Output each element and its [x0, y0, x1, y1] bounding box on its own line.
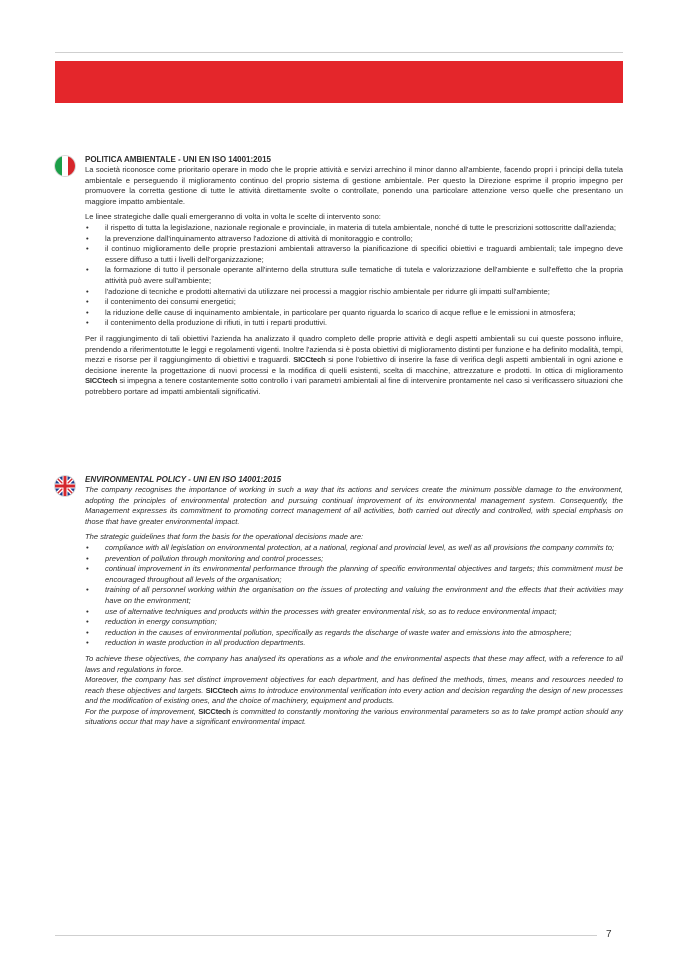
uk-flag-icon [55, 476, 75, 496]
intro-paragraph-en: The company recognises the importance of working in such a way that its actions and services create the minimum possible damage to the environment, adopting the principles of environmental protection and pursuing continual improvement of its environmental management system. Consequently, the Management expresses its commitment to promoting correct management of all activities, both carried out directly and controlled, with special emphasis on those that have greater environmental impact. [85, 485, 623, 526]
closing-paragraph-3-en: For the purpose of improvement, SICCtech is committed to constantly monitoring the various environmental parameters so as to take prompt action should any situations occur that may have a significant environmental impact. [85, 706, 623, 727]
closing-paragraph-it: Per il raggiungimento di tali obiettivi l'azienda ha analizzato il quadro completo delle proprie attività e degli aspetti ambientali su cui queste possono influire, prendendo a riferimentotutte le leggi e regolamenti vigenti. Inoltre l'azienda si è posta obiettivi di miglioramento distinti per funzione e ha definito modalità, tempi, mezzi e risorse per il raggiungimento di obiettivi e traguardi. SICCtech si pone l'obiettivo di inserire la fase di verifica degli aspetti ambientali in ogni azione e decisione inerente la progettazione di nuovi processi e la modifica di quelli esistenti, scelta di macchine, attrezzature e prodotti. In ottica di miglioramento SICCtech si impegna a tenere costantemente sotto controllo i vari parametri ambientali al fine di intervenire prontamente nel caso si verificassero situazioni che potrebbero portare ad impatti ambientali significativi. [85, 333, 623, 396]
header-banner [55, 61, 623, 103]
list-item: • il contenimento della produzione di rifiuti, in tutti i reparti produttivi. [86, 318, 328, 328]
brand-logo: SICCtech [198, 706, 231, 716]
list-item: • training of all personnel working within the organisation on the issues of protecting and valuing the environment and the effects that their activities may have on the environment; [86, 585, 623, 605]
list-item: • use of alternative techniques and products within the processes with greater environmental risk, so as to reduce environmental impact; [86, 606, 557, 616]
list-item: • il rispetto di tutta la legislazione, nazionale regionale e provinciale, in materia di tutela ambientale, nonché di tutte le prescrizioni sottoscritte dall'azienda; [86, 222, 616, 232]
closing-paragraph-2-en: Moreover, the company has set distinct improvement objectives for each department, and has defined the methods, times, means and resources needed to reach these objectives and targets. SICCtech aims to introduce environmental verification into every action and decision regarding the design of new processes and the modification of existing ones, and the choice of machinery, equipment and products. [85, 675, 623, 706]
brand-logo: SICCtech [205, 685, 238, 695]
footer-rule [55, 935, 597, 936]
lead-text-en: The strategic guidelines that form the basis for the operational decisions made are: [85, 532, 364, 542]
bullet-list-it [85, 223, 623, 329]
lead-text-it: Le linee strategiche dalle quali emergeranno di volta in volta le scelte di intervento sono: [85, 212, 381, 222]
intro-paragraph-it: La società riconosce come prioritario operare in modo che le proprie attività e servizi arrechino il minor danno all'ambiente, facendo propri i principi della tutela ambientale e perseguendo il miglioramento continuo del proprio sistema di gestione ambientale. Per questo la Direzione esprime il proprio impegno per promuovere la corretta gestione di tutte le attività direttamente svolte o controllate, ponendo una particolare attenzione verso quelle che presentano un maggiore impatto ambientale. [85, 165, 623, 206]
bullet-list-en [85, 543, 623, 649]
list-item: • la formazione di tutto il personale operante all'interno della struttura sulle tematiche di tutela e valorizzazione dell'ambiente e sull'effetto che la propria attività può avere sull'ambiente; [86, 265, 623, 285]
page-number: 7 [606, 929, 612, 940]
brand-logo: SICCtech [293, 355, 326, 365]
list-item: • la prevenzione dall'inquinamento attraverso l'adozione di attività di monitoraggio e controllo; [86, 233, 413, 243]
list-item: • reduction in waste production in all production departments. [86, 638, 306, 648]
section-italian [55, 154, 623, 397]
list-item: • reduction in the causes of environmental pollution, specifically as regards the discharge of waste water and emissions into the atmosphere; [86, 627, 572, 637]
list-item: • il continuo miglioramento delle proprie prestazioni ambientali attraverso la pianificazione di specifici obiettivi e traguardi ambientali; tale impegno deve essere diffuso a tutti i livelli dell'organizzazione; [86, 244, 623, 264]
italy-flag-icon [55, 156, 75, 176]
closing-paragraph-1-en: To achieve these objectives, the company has analysed its operations as a whole and the environmental aspects that these may affect, with a reference to all laws and regulations in force. [85, 653, 623, 674]
list-item: • l'adozione di tecniche e prodotti alternativi da utilizzare nei processi a maggior rischio ambientale per ridurre gli impatti sull'ambiente; [86, 286, 550, 296]
list-item: • prevention of pollution through monitoring and control processes; [86, 553, 324, 563]
list-item: • la riduzione delle cause di inquinamento ambientale, in particolare per quanto riguarda lo scarico di acque reflue e le emissioni in atmosfera; [86, 307, 576, 317]
section-english [55, 474, 623, 728]
list-item: • il contenimento dei consumi energetici; [86, 297, 236, 307]
section-title-it: POLITICA AMBIENTALE - UNI EN ISO 14001:2015 [85, 155, 271, 164]
list-item: • reduction in energy consumption; [86, 617, 217, 627]
list-item: • compliance with all legislation on environmental protection, at a national, regional and provincial level, as well as all provisions the company commits to; [86, 542, 615, 552]
section-title-en: ENVIRONMENTAL POLICY - UNI EN ISO 14001:2015 [85, 475, 282, 484]
brand-logo: SICCtech [85, 376, 118, 386]
header-rule [55, 52, 623, 53]
list-item: • continual improvement in its environmental performance through the planning of specific environmental objectives and targets; this commitment must be encouraged throughout all levels of the organisation; [86, 564, 623, 584]
